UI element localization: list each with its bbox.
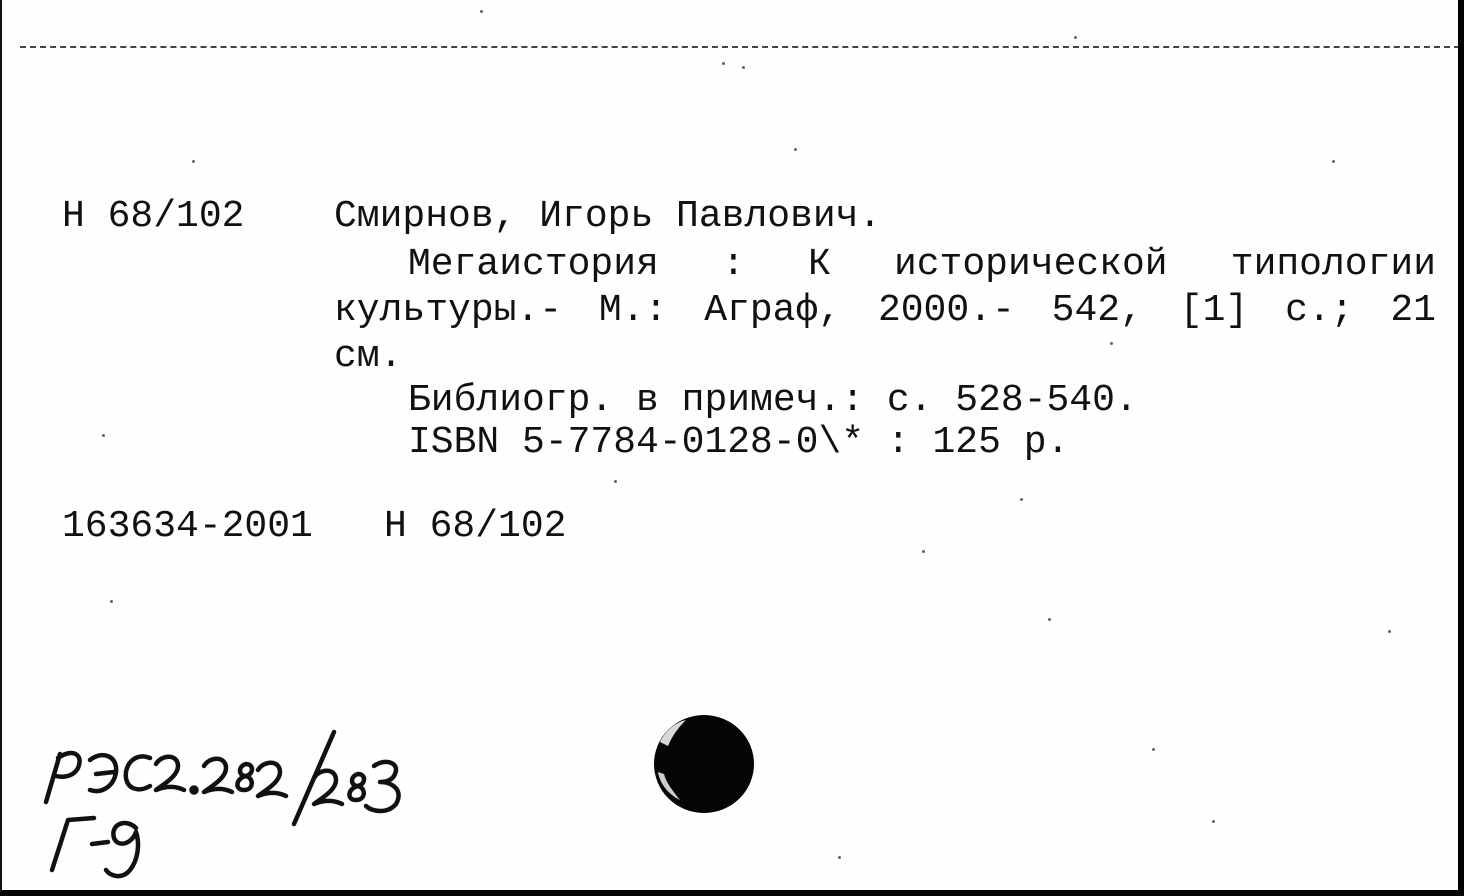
- isbn-line: ISBN 5-7784-0128-0\* : 125 р.: [408, 421, 1070, 464]
- scan-speck: [742, 66, 745, 69]
- inventory-number: 163634-2001: [62, 505, 313, 548]
- scan-speck: [1388, 630, 1391, 633]
- scan-speck: [1020, 498, 1023, 501]
- scan-speck: [102, 434, 105, 437]
- scan-speck: [614, 480, 617, 483]
- scan-speck: [722, 62, 725, 65]
- top-dashed-rule: [20, 46, 1460, 48]
- handwritten-shelfmark: [32, 720, 432, 890]
- title-line-1: Мегаистория : К исторической типологии: [408, 243, 1436, 286]
- scan-speck: [838, 856, 841, 859]
- call-number: Н 68/102: [62, 195, 245, 238]
- punch-hole: [650, 712, 756, 816]
- inventory-call-number: Н 68/102: [384, 505, 567, 548]
- title-line-3: см.: [334, 335, 403, 378]
- scan-speck: [110, 600, 113, 603]
- scan-speck: [1110, 342, 1113, 345]
- title-line-2: культуры.- М.: Аграф, 2000.- 542, [1] с.; 21: [334, 289, 1436, 332]
- scan-speck: [1074, 36, 1077, 39]
- scan-speck: [1332, 160, 1335, 163]
- scan-speck: [1048, 618, 1051, 621]
- scan-speck: [794, 148, 797, 151]
- bibliography-note: Библиогр. в примеч.: с. 528-540.: [408, 379, 1138, 422]
- scan-speck: [480, 10, 483, 13]
- author-heading: Смирнов, Игорь Павлович.: [334, 195, 882, 238]
- scan-speck: [922, 550, 925, 553]
- scan-speck: [192, 160, 195, 163]
- scan-speck: [1152, 748, 1155, 751]
- scan-speck: [1212, 820, 1215, 823]
